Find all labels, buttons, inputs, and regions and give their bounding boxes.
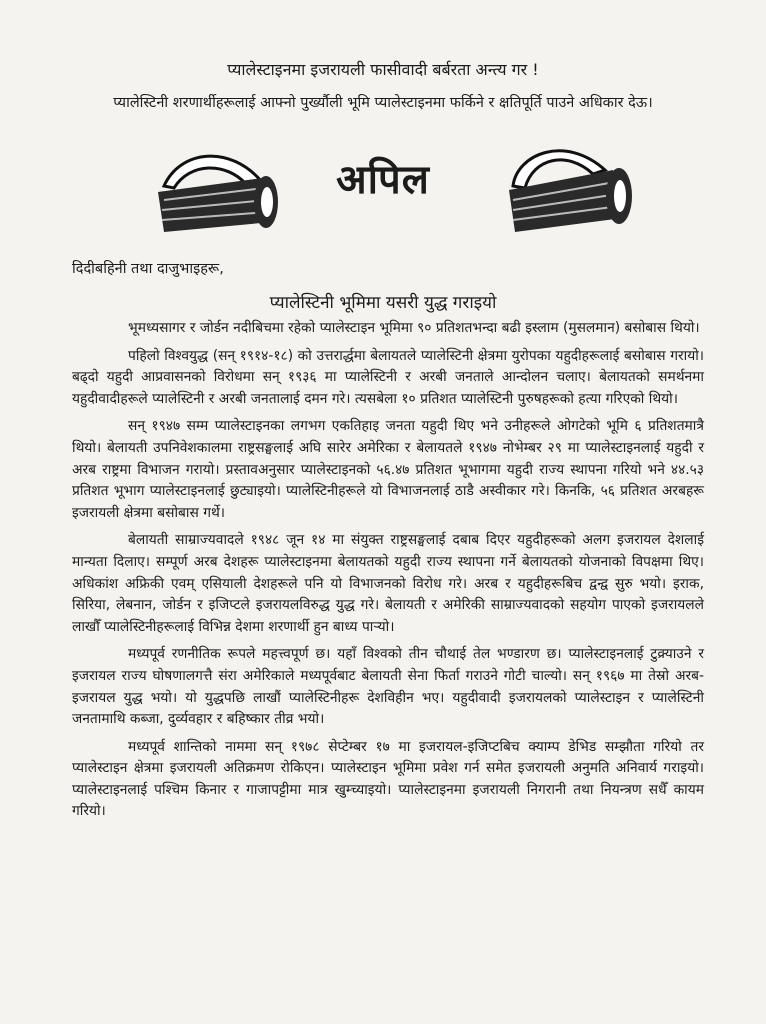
madal-drum-icon [505,134,637,238]
salutation: दिदीबहिनी तथा दाजुभाइहरू, [72,261,224,277]
page-title: अपिल [336,157,430,203]
letter-body [72,318,704,829]
paragraph: बेलायती साम्राज्यवादले १९४८ जून १४ मा संयुक्त राष्ट्रसङ्घलाई दबाब दिएर यहुदीहरूको अलग इजरायल देशलाई मान्यता दिलाए। सम्पूर्ण अरब देशहरू प्यालेस्टाइनमा बेलायतको यहुदी राज्य स्थापना गर्ने बेलायतको योजनाको विपक्षमा थिए। अधिकांश अफ्रिकी एवम् एसियाली देशहरूले पनि यो विभाजनको विरोध गरे। अरब र यहुदीहरूबिच द्वन्द्व सुरु भयो। इराक, सिरिया, लेबनान, जोर्डन र इजिप्टले इजरायलविरुद्ध युद्ध गरे। बेलायती र अमेरिकी साम्राज्यवादको सहयोग पाएको इजरायलले लाखौँ प्यालेस्टिनीहरूलाई विभिन्न देशमा शरणार्थी हुन बाध्य पार्‍यो। [72,532,704,635]
paragraph: मध्यपूर्व शान्तिको नाममा सन् १९७८ सेप्टेम्बर १७ मा इजरायल-इजिप्टबिच क्याम्प डेभिड सम्झौता गरियो तर प्यालेस्टाइन क्षेत्रमा इजरायली अतिक्रमण रोकिएन। प्यालेस्टाइन भूमिमा प्रवेश गर्न समेत इजरायली अनुमति अनिवार्य गराइयो। प्यालेस्टाइनलाई पश्चिम किनार र गाजापट्टीमा मात्र खुम्च्याइयो। प्यालेस्टाइनमा इजरायली निगरानी तथा नियन्त्रण सधैँ कायम गरियो। [72,738,704,820]
slogan-main: प्यालेस्टाइनमा इजरायली फासीवादी बर्बरता अन्त्य गर ! [227,60,539,79]
paragraph: मध्यपूर्व रणनीतिक रूपले महत्त्वपूर्ण छ। यहाँ विश्वको तीन चौथाई तेल भण्डारण छ। प्यालेस्टाइनलाई टुक्र्याउने र इजरायल राज्य घोषणालगत्तै संरा अमेरिकाले मध्यपूर्वबाट बेलायती सेना फिर्ता गराउने गोटी चाल्यो। सन् १९६७ मा तेस्रो अरब-इजरायल युद्ध भयो। यो युद्धपछि लाखौं प्यालेस्टिनीहरू देशविहीन भए। यहुदीवादी इजरायलको प्यालेस्टाइन र प्यालेस्टिनी जनतामाथि कब्जा, दुर्व्यवहार र बहिष्कार तीव्र भयो। [72,646,704,728]
slogan-sub: प्यालेस्टिनी शरणार्थीहरूलाई आफ्नो पुर्ख्यौली भूमि प्यालेस्टाइनमा फर्किने र क्षतिपूर्ति पाउने अधिकार देऊ। [113,95,653,111]
section-heading: प्यालेस्टिनी भूमिमा यसरी युद्ध गराइयो [269,293,497,313]
paragraph: सन् १९४७ सम्म प्यालेस्टाइनका लगभग एकतिहाइ जनता यहुदी थिए भने उनीहरूले ओगटेको भूमि ६ प्रतिशतमात्रै थियो। बेलायती उपनिवेशकालमा राष्ट्रसङ्घलाई अघि सारेर अमेरिका र बेलायतले १९४७ नोभेम्बर २९ मा प्यालेस्टाइनलाई यहुदी र अरब राष्ट्रमा विभाजन गरायो। प्रस्तावअनुसार प्यालेस्टाइनको ५६.४७ प्रतिशत भूभागमा यहुदी राज्य स्थापना गरियो भने ४४.५३ प्रतिशत भूभाग प्यालेस्टाइनलाई छुट्याइयो। प्यालेस्टिनीहरूले यो विभाजनलाई ठाडै अस्वीकार गरे। किनकि, ५६ प्रतिशत अरबहरू इजरायली क्षेत्रमा बसोबास गर्थे। [72,418,704,521]
paragraph: भूमध्यसागर र जोर्डन नदीबिचमा रहेको प्यालेस्टाइन भूमिमा ९० प्रतिशतभन्दा बढी इस्लाम (मुसलमान) बसोबास थियो। [128,320,700,336]
paragraph: पहिलो विश्वयुद्ध (सन् १९१४-१८) को उत्तरार्द्धमा बेलायतले प्यालेस्टिनी क्षेत्रमा युरोपका यहुदीहरूलाई बसोबास गरायो। बढ्दो यहुदी आप्रवासनको विरोधमा सन् १९३६ मा प्यालेस्टिनी र अरबी जनताले आन्दोलन चलाए। बेलायतको समर्थनमा यहुदीवादीहरूले प्यालेस्टिनी र अरबी जनतालाई दमन गरे। त्यसबेला १० प्रतिशत प्यालेस्टिनी पुरुषहरूको हत्या गरिएको थियो। [72,347,704,407]
